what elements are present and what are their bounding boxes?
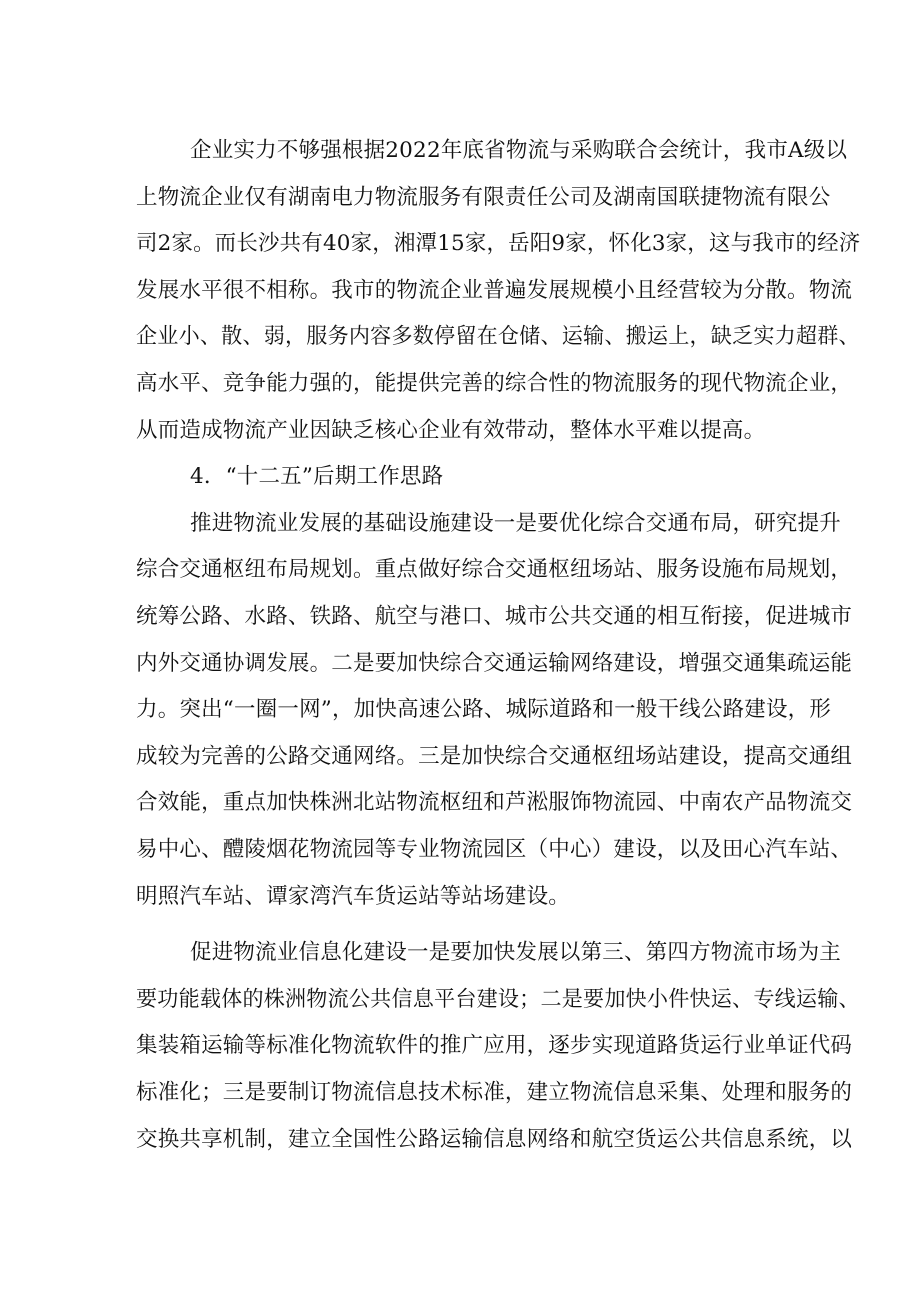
text-line: 明照汽车站、谭家湾汽车货运站等站场建设。 (136, 884, 571, 909)
text-line: 从而造成物流产业因缺乏核心企业有效带动，整体水平难以提高。 (136, 418, 766, 443)
text-line: 要功能载体的株洲物流公共信息平台建设；二是要加快小件快运、专线运输、 (136, 987, 860, 1012)
text-line: 集装箱运输等标准化物流软件的推广应用，逐步实现道路货运行业单证代码 (136, 1033, 853, 1058)
text-line: 企业小、散、弱，服务内容多数停留在仓储、运输、搬运上，缺乏实力超群、 (136, 324, 860, 349)
text-line: 交换共享机制，建立全国性公路运输信息网络和航空货运公共信息系统，以 (136, 1127, 853, 1152)
text-line: 综合交通枢纽布局规划。重点做好综合交通枢纽场站、服务设施布局规划， (136, 557, 853, 582)
text-line: 促进物流业信息化建设一是要加快发展以第三、第四方物流市场为主 (190, 940, 842, 965)
text-line: 高水平、竞争能力强的，能提供完善的综合性的物流服务的现代物流企业， (136, 371, 853, 396)
text-line: 内外交通协调发展。二是要加快综合交通运输网络建设，增强交通集疏运能 (136, 651, 853, 676)
section-heading: 4．“十二五”后期工作思路 (190, 464, 444, 489)
text-line: 成较为完善的公路交通网络。三是加快综合交通枢纽场站建设，提高交通组 (136, 744, 853, 769)
text-line: 企业实力不够强根据2022年底省物流与采购联合会统计，我市A级以 (190, 138, 848, 163)
text-line: 司2家。而长沙共有40家，湘潭15家，岳阳9家，怀化3家，这与我市的经济 (136, 231, 861, 256)
text-line: 力。突出“一圈一网”，加快高速公路、城际道路和一般干线公路建设，形 (136, 697, 832, 722)
text-line: 易中心、醴陵烟花物流园等专业物流园区（中心）建设，以及田心汽车站、 (136, 837, 853, 862)
text-line: 统筹公路、水路、铁路、航空与港口、城市公共交通的相互衔接，促进城市 (136, 604, 853, 629)
text-line: 标准化；三是要制订物流信息技术标准，建立物流信息采集、处理和服务的 (136, 1080, 853, 1105)
text-line: 推进物流业发展的基础设施建设一是要优化综合交通布局，研究提升 (190, 511, 842, 536)
text-line: 上物流企业仅有湖南电力物流服务有限责任公司及湖南国联捷物流有限公 (136, 185, 831, 210)
text-line: 发展水平很不相称。我市的物流企业普遍发展规模小且经营较为分散。物流 (136, 278, 853, 303)
text-line: 合效能，重点加快株洲北站物流枢纽和芦淞服饰物流园、中南农产品物流交 (136, 790, 853, 815)
